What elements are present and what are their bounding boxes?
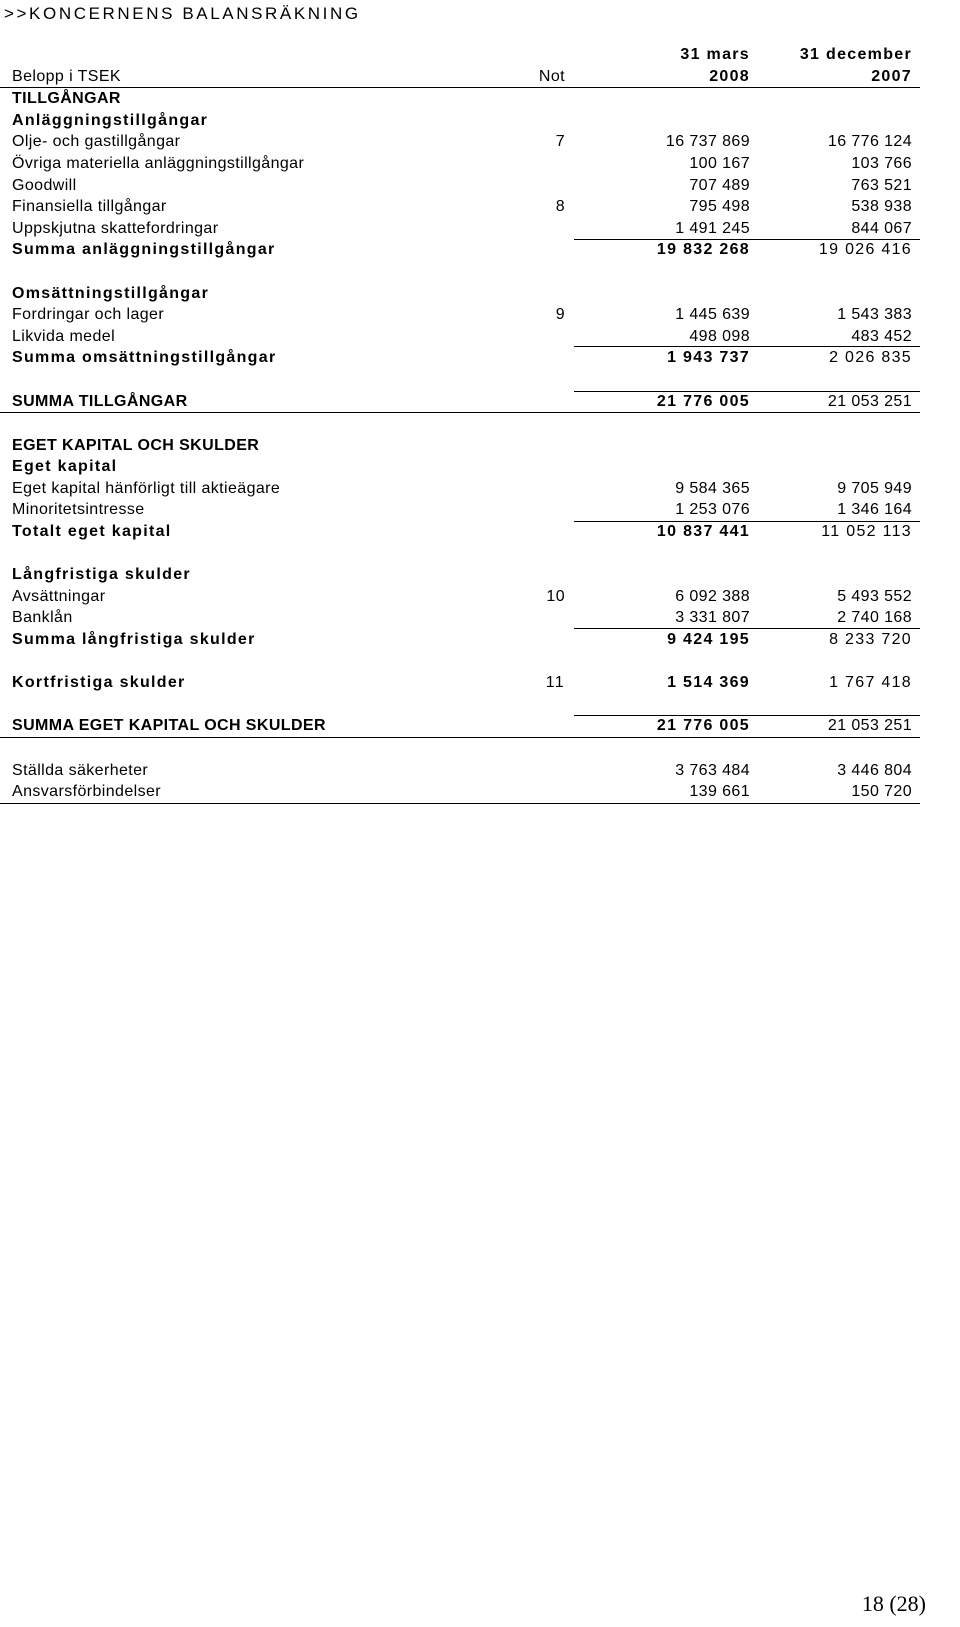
page-number: 18 (28) — [861, 1591, 926, 1616]
period2-year: 2007 — [871, 67, 912, 85]
table-row: Ställda säkerheter 3 763 484 3 446 804 — [12, 761, 912, 779]
table-row: Likvida medel 498 098 483 452 — [0, 326, 920, 348]
table-row: Uppskjutna skattefordringar 1 491 245 844 067 — [12, 219, 912, 237]
spacer — [0, 261, 920, 283]
note-header: Not — [538, 67, 565, 85]
balance-sheet-table — [0, 44, 920, 804]
table-row: Olje- och gastillgångar 7 16 737 869 16 776 124 — [12, 133, 912, 151]
subsection-title-fixed-assets: Anläggningstillgångar — [12, 111, 209, 129]
total-row-equity-liabilities: SUMMA EGET KAPITAL OCH SKULDER 21 776 005 21 053 251 — [0, 715, 920, 738]
row-short-term-liabilities: Kortfristiga skulder 11 1 514 369 1 767 418 — [12, 674, 912, 692]
table-row: Fordringar och lager 9 1 445 639 1 543 383 — [12, 306, 912, 324]
table-row: Goodwill 707 489 763 521 — [12, 176, 912, 194]
column-header-top — [0, 44, 920, 66]
table-row: Ansvarsförbindelser 139 661 150 720 — [0, 781, 920, 804]
subtotal-row-current-assets: Summa omsättningstillgångar 1 943 737 2 026 835 — [12, 349, 912, 367]
period1-year: 2008 — [709, 67, 750, 85]
spacer — [0, 369, 920, 391]
subsection-title-equity: Eget kapital — [12, 458, 118, 476]
period2-date: 31 december — [799, 46, 912, 63]
section-title-equity-liabilities: EGET KAPITAL OCH SKULDER — [12, 436, 260, 454]
section-title-assets: TILLGÅNGAR — [12, 90, 121, 108]
table-row: Eget kapital hänförligt till aktieägare 9 584 365 9 705 949 — [12, 479, 912, 497]
subtotal-row-equity: Totalt eget kapital 10 837 441 11 052 113 — [0, 521, 920, 543]
period1-date: 31 mars — [680, 46, 750, 63]
spacer — [0, 694, 920, 716]
statement-heading: >>KONCERNENS BALANSRÄKNING — [4, 4, 361, 23]
spacer — [0, 413, 920, 435]
subsection-title-long-term-liabilities: Långfristiga skulder — [12, 566, 191, 584]
table-row: Avsättningar 10 6 092 388 5 493 552 — [12, 587, 912, 605]
table-row: Övriga materiella anläggningstillgångar 100 167 103 766 — [12, 154, 912, 172]
spacer — [0, 543, 920, 565]
table-row: Minoritetsintresse 1 253 076 1 346 164 — [12, 501, 912, 519]
spacer — [0, 651, 920, 673]
table-row: Finansiella tillgångar 8 795 498 538 938 — [12, 198, 912, 216]
column-header-bottom — [0, 66, 920, 89]
unit-label: Belopp i TSEK — [12, 67, 121, 85]
spacer — [0, 738, 920, 760]
subsection-title-current-assets: Omsättningstillgångar — [12, 284, 210, 302]
total-row-assets: SUMMA TILLGÅNGAR 21 776 005 21 053 251 — [0, 391, 920, 414]
subtotal-row-long-term-liabilities: Summa långfristiga skulder 9 424 195 8 233 720 — [12, 631, 912, 649]
table-row: Banklån 3 331 807 2 740 168 — [0, 607, 920, 629]
subtotal-row-fixed-assets: Summa anläggningstillgångar 19 832 268 19 026 416 — [0, 239, 920, 261]
